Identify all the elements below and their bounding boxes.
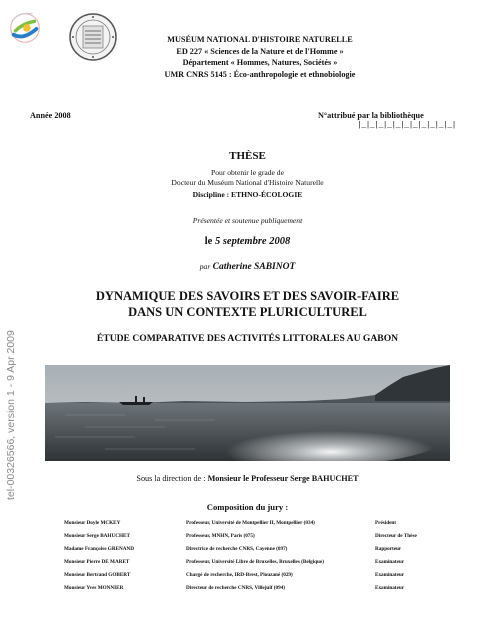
date-value: 5 septembre 2008 bbox=[214, 236, 291, 247]
header-umr: UMR CNRS 5145 : Éco-anthropologie et ethnobiologie bbox=[164, 69, 356, 79]
header-doctoral-school: ED 227 « Sciences de la Nature et de l'Homme » bbox=[176, 46, 344, 56]
jury-member-name: Monsieur Serge BAHUCHET bbox=[64, 533, 130, 539]
main-title bbox=[0, 288, 495, 320]
thesis-title: THÈSE bbox=[229, 150, 266, 162]
jury-member-role: Directeur de Thèse bbox=[375, 533, 417, 539]
jury-member-role: Examinateur bbox=[375, 572, 405, 578]
jury-member-role: Rapporteur bbox=[375, 546, 402, 552]
date-prefix: le bbox=[204, 236, 213, 247]
jury-member-name: Monsieur Doyle MCKEY bbox=[64, 520, 121, 526]
museum-seal-icon bbox=[68, 12, 118, 62]
header-institution: MUSÉUM NATIONAL D'HISTOIRE NATURELLE bbox=[167, 35, 353, 44]
thesis-direction bbox=[0, 474, 495, 483]
author-name: Catherine SABINOT bbox=[212, 262, 296, 272]
jury-member-role: Examinateur bbox=[375, 559, 405, 565]
jury-member-name: Monsieur Pierre DE MARET bbox=[64, 559, 130, 565]
jury-member-position: Professeur, MNHN, Paris (075) bbox=[186, 533, 255, 539]
jury-table bbox=[64, 520, 417, 598]
jury-title: Composition du jury : bbox=[206, 502, 289, 512]
direction-prefix: Sous la direction de : bbox=[136, 474, 206, 483]
defense-date bbox=[0, 236, 495, 247]
jury-row bbox=[64, 520, 417, 533]
year-label: Année 2008 bbox=[30, 111, 71, 120]
jury-member-role: Président bbox=[375, 520, 397, 526]
jury-member-name: Madame Françoise GRENAND bbox=[64, 546, 135, 552]
header-department: Département « Hommes, Natures, Sociétés » bbox=[182, 58, 338, 67]
jury-row bbox=[64, 585, 417, 598]
author-prefix: par bbox=[199, 262, 211, 271]
author-line bbox=[0, 262, 495, 272]
library-number-boxes: |_|_|_|_|_|_|_|_|_|_|_| bbox=[357, 121, 456, 130]
hal-logo-icon bbox=[6, 8, 44, 46]
jury-member-position: Directrice de recherche CNRS, Cayenne (097) bbox=[186, 546, 288, 552]
jury-member-position: Professeur, Université de Montpellier II, Montpellier (034) bbox=[186, 520, 315, 526]
jury-member-position: Chargé de recherche, IRD-Brest, Plouzané (029) bbox=[186, 572, 293, 578]
lagoon-photo bbox=[45, 365, 450, 461]
jury-member-name: Monsieur Yves MONNIER bbox=[64, 585, 124, 591]
degree-line-2: Docteur du Muséum National d'Histoire Naturelle bbox=[171, 178, 324, 187]
main-title-line-1: DYNAMIQUE DES SAVOIRS ET DES SAVOIR-FAIRE bbox=[95, 289, 400, 303]
subtitle: ÉTUDE COMPARATIVE DES ACTIVITÉS LITTORALES AU GABON bbox=[96, 333, 399, 344]
jury-row bbox=[64, 572, 417, 585]
jury-member-position: Professeur, Université Libre de Bruxelles, Bruxelles (Belgique) bbox=[186, 559, 324, 565]
jury-member-position: Directeur de recherche CNRS, Villejuif (094) bbox=[186, 585, 286, 591]
discipline: Discipline : ETHNO-ÉCOLOGIE bbox=[192, 190, 303, 199]
jury-member-role: Examinateur bbox=[375, 585, 405, 591]
degree-line-1: Pour obtenir le grade de bbox=[211, 168, 284, 177]
jury-row bbox=[64, 533, 417, 546]
main-title-line-2: DANS UN CONTEXTE PLURICULTUREL bbox=[128, 305, 367, 319]
jury-row bbox=[64, 559, 417, 572]
library-number-label: N°attribué par la bibliothèque bbox=[318, 111, 424, 120]
director-name: Monsieur le Professeur Serge BAHUCHET bbox=[207, 474, 359, 483]
jury-row bbox=[64, 546, 417, 559]
jury-member-name: Monsieur Bertrand GOBERT bbox=[64, 572, 131, 578]
presented-line: Présentée et soutenue publiquement bbox=[192, 216, 303, 225]
archive-stamp: tel-00326566, version 1 - 9 Apr 2009 bbox=[5, 330, 17, 500]
